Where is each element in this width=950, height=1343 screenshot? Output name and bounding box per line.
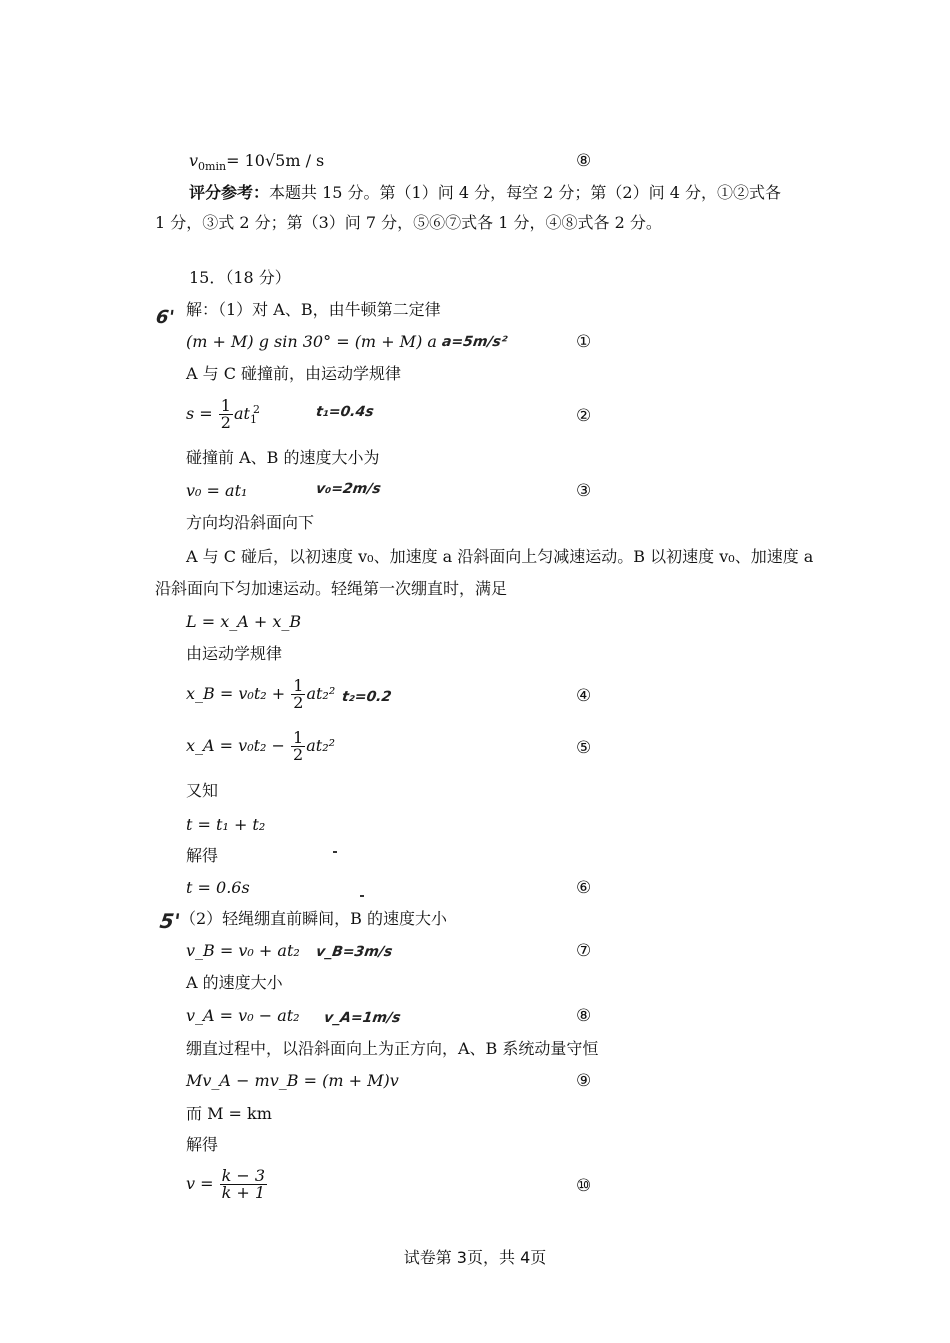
text-also: 又知 [186, 781, 219, 800]
text-momentum: 绷直过程中，以沿斜面向上为正方向，A、B 系统动量守恒 [186, 1039, 599, 1058]
equation-9: Mv_A − mv_B = (m + M)v [186, 1071, 399, 1090]
stray-mark [333, 851, 337, 853]
stray-mark [360, 895, 364, 897]
equation-1: (m + M) g sin 30° = (m + M) a [186, 332, 437, 351]
text-solve-2: 解得 [186, 1135, 219, 1154]
equation-8: v_A = v₀ − at₂ [186, 1006, 300, 1025]
text-speed-before: 碰撞前 A、B 的速度大小为 [186, 448, 380, 467]
equation-5: x_A = v₀t₂ − $\frac{1}{2}$ at₂² [186, 728, 336, 764]
paragraph-line2: 沿斜面向下匀加速运动。轻绳第一次绷直时，满足 [155, 579, 508, 598]
equation-4: x_B = v₀t₂ + $\frac{1}{2}$ at₂² [186, 676, 336, 712]
equation-2: s = $\frac{1}{2}$ $at_1^2$ [186, 396, 260, 432]
text-before-collision: A 与 C 碰撞前，由运动学规律 [186, 364, 402, 383]
scoring-note-line2: 1 分，③式 2 分；第（3）问 7 分，⑤⑥⑦式各 1 分，④⑧式各 2 分。 [155, 213, 662, 232]
equation-number: ③ [576, 481, 592, 501]
scoring-note-line1: 评分参考：本题共 15 分。第（1）问 4 分，每空 2 分；第（2）问 4 分，①②式各 [189, 183, 781, 202]
text-solve-1: 解得 [186, 846, 219, 865]
equation-number: ② [576, 406, 592, 426]
handwritten-t2: t₂=0.2 [340, 689, 393, 705]
equation-number: ⑥ [576, 878, 592, 898]
scoring-label: 评分参考： [189, 183, 270, 202]
handwritten-v0: v₀=2m/s [314, 481, 382, 497]
equation-6: t = 0.6s [186, 878, 250, 897]
text-M-equals-km: 而 M = km [186, 1104, 272, 1123]
equation-7: v_B = v₀ + at₂ [186, 941, 300, 960]
page-footer: 试卷第 3页，共 4页 [403, 1248, 547, 1267]
equation-t: t = t₁ + t₂ [186, 815, 266, 834]
handwritten-score-part2: 5' [158, 909, 182, 933]
v0min-equation: $v_{0min}= 10√5m / s$ [189, 151, 325, 174]
solution-intro: 解：（1）对 A、B，由牛顿第二定律 [186, 300, 441, 319]
handwritten-t1: t₁=0.4s [314, 404, 375, 420]
equation-10: v = $\frac{k - 3}{k + 1}$ [186, 1166, 266, 1202]
question-header: 15．（18 分） [189, 268, 291, 287]
equation-3: v₀ = at₁ [186, 481, 248, 500]
equation-L: L = x_A + x_B [186, 612, 302, 631]
text-kinematics: 由运动学规律 [186, 644, 283, 663]
equation-number: ⑨ [576, 1071, 592, 1091]
equation-number: ⑦ [576, 941, 592, 961]
equation-number: ⑤ [576, 738, 592, 758]
handwritten-vA: v_A=1m/s [322, 1010, 402, 1026]
handwritten-vB: v_B=3m/s [314, 944, 394, 960]
equation-number: ④ [576, 686, 592, 706]
text-A-speed: A 的速度大小 [186, 973, 283, 992]
handwritten-score-part1: 6' [154, 307, 176, 328]
equation-number: ⑩ [576, 1176, 592, 1196]
text-direction: 方向均沿斜面向下 [186, 513, 315, 532]
part2-intro: （2）轻绳绷直前瞬间，B 的速度大小 [180, 909, 448, 928]
equation-number: ① [576, 332, 592, 352]
equation-number: ⑧ [576, 151, 592, 171]
paragraph-line1: A 与 C 碰后，以初速度 v₀、加速度 a 沿斜面向上匀减速运动。B 以初速度 v₀、加速度 a [186, 547, 814, 566]
handwritten-a: a=5m/s² [440, 334, 509, 350]
equation-number: ⑧ [576, 1006, 592, 1026]
